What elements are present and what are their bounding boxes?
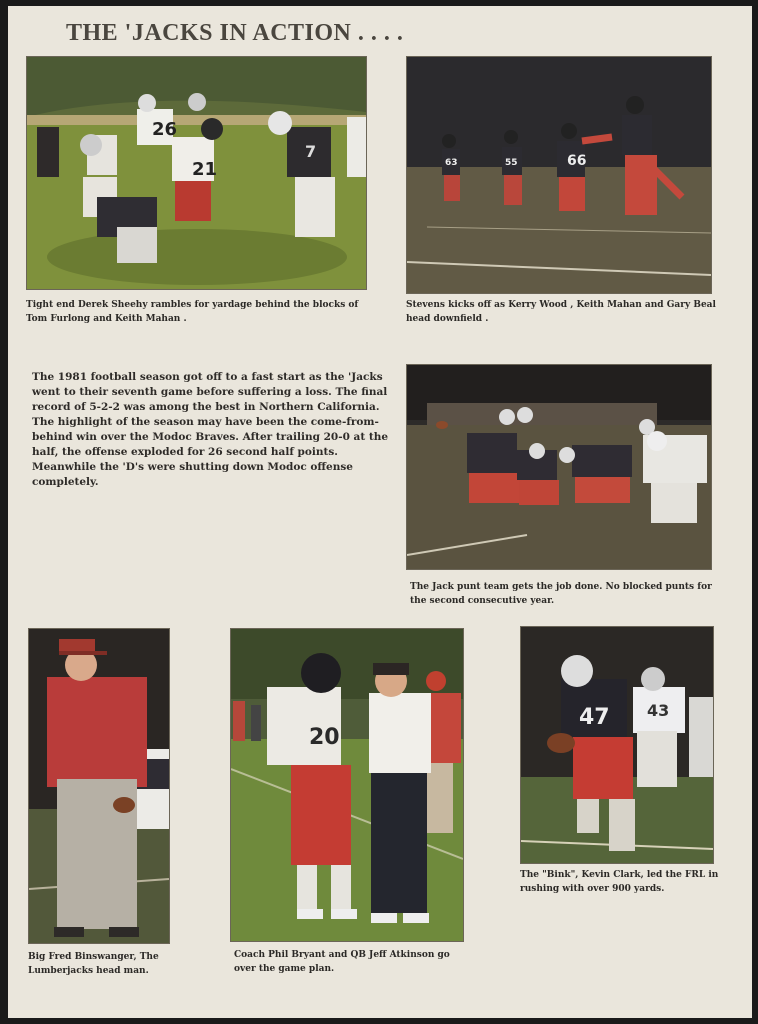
caption-photo-2: Stevens kicks off as Kerry Wood , Keith Mahan and Gary Beal head downfield .	[406, 300, 716, 324]
photo-fred-binswanger	[28, 628, 170, 944]
photo-kevin-clark	[520, 626, 714, 864]
jersey-number: 7	[305, 142, 317, 161]
page-title: THE 'JACKS IN ACTION . . . .	[66, 20, 404, 46]
jersey-number-43: 43	[647, 701, 670, 720]
jersey-number-qb: 20	[309, 725, 340, 750]
summary-paragraph-2: The highlight of the season may have been the come-from-behind win over the Modoc Braves. After trailing 20-0 at the half, the offense exploded for 26 second half points. Meanwhile the 'D's were shutting down Modoc offense completely.	[32, 416, 389, 488]
caption-photo-4: Big Fred Binswanger, The Lumberjacks head man.	[28, 952, 159, 976]
jersey-number: 21	[192, 159, 218, 180]
caption-photo-1: Tight end Derek Sheehy rambles for yardage behind the blocks of Tom Furlong and Keith Mahan .	[26, 300, 359, 324]
caption-photo-5: Coach Phil Bryant and QB Jeff Atkinson go over the game plan.	[234, 950, 450, 974]
photo-derek-sheehy-run	[26, 56, 367, 290]
photo-stevens-kickoff	[406, 56, 712, 294]
photo-coach-and-qb	[230, 628, 464, 942]
jersey-number: 63	[445, 158, 458, 168]
photo-punt-team	[406, 364, 712, 570]
caption-photo-6: The "Bink", Kevin Clark, led the FRL in rushing with over 900 yards.	[520, 870, 719, 894]
summary-paragraph-1: The 1981 football season got off to a fast start as the 'Jacks went to their seventh game before suffering a loss. The final record of 5-2-2 was among the best in Northern California.	[32, 371, 388, 413]
yearbook-page	[8, 6, 752, 1018]
caption-photo-3: The Jack punt team gets the job done. No blocked punts for the second consecutive year.	[410, 582, 712, 606]
jersey-number: 66	[567, 153, 587, 169]
season-summary	[32, 370, 394, 490]
jersey-number: 26	[152, 119, 178, 140]
jersey-number-47: 47	[579, 705, 610, 730]
jersey-number: 55	[505, 158, 518, 168]
